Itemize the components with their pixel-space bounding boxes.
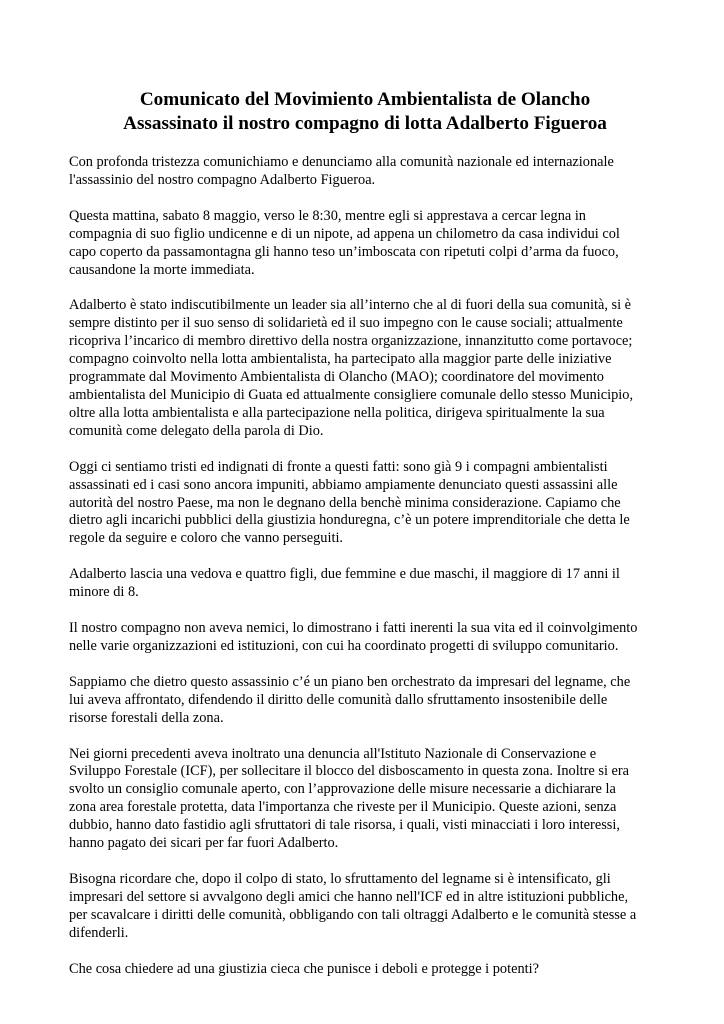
document-title	[69, 88, 661, 136]
paragraph-coup: Bisogna ricordare che, dopo il colpo di stato, lo sfruttamento del legname si è intensificato, gli impresari del settore si avvalgono degli amici che hanno nell'ICF ed in altre istituzioni pubbliche, per scavalcare i diritti delle comunità, obbligando con tali oltraggi Adalberto e le comunità stesse a difenderli.	[69, 871, 637, 941]
paragraph-plan: Sappiamo che dietro questo assassinio c’é un piano ben orchestrato da impresari del legname, che lui aveva affrontato, difendendo il diritto delle comunità dallo sfruttamento insostenibile delle risorse forestali della zona.	[69, 673, 631, 726]
paragraph-intro: Con profonda tristezza comunichiamo e denunciamo alla comunità nazionale ed internazionale l'assassinio del nostro compagno Adalberto Figueroa.	[69, 154, 614, 188]
paragraph-complaint: Nei giorni precedenti aveva inoltrato una denuncia all'Istituto Nazionale di Conservazione e Sviluppo Forestale (ICF), per sollecitare il blocco del disboscamento in questa zona. Inoltre si era svolto un consiglio comunale aperto, con l’approvazione delle misure necessarie a dichiarare la zona area forestale protetta, data l'importanza che riveste per il Municipio. Queste azioni, senza dubbio, hanno dato fastidio agli sfruttatori di tale risorsa, i quali, visti minacciati i loro interessi, hanno pagato dei sicari per far fuori Adalberto.	[69, 745, 630, 852]
paragraph-closing-question: Che cosa chiedere ad una giustizia cieca che punisce i deboli e protegge i potenti?	[69, 960, 539, 977]
paragraph-family: Adalberto lascia una vedova e quattro figli, due femmine e due maschi, il maggiore di 17 anni il minore di 8.	[69, 566, 620, 601]
paragraph-indignation: Oggi ci sentiamo tristi ed indignati di fronte a questi fatti: sono già 9 i compagni ambientalisti assassinati ed i casi sono ancora impuniti, abbiamo ampiamente denunciato questi assassini alle autorità del nostro Paese, ma non le degnano della benchè minima considerazione. Capiamo che dietro agli incarichi pubblici della giustizia honduregna, c’è un potere imprenditoriale che detta le regole da seguire e coloro che vanno perseguiti.	[69, 458, 630, 547]
title-line-1: Comunicato del Movimiento Ambientalista de Olancho	[139, 89, 591, 110]
paragraph-ambush: Questa mattina, sabato 8 maggio, verso le 8:30, mentre egli si apprestava a cercar legna in compagnia di suo figlio undicenne e di un nipote, ad appena un chilometro da casa individui col capo coperto da passamontagna gli hanno teso un’imboscata con ripetuti colpi d’arma da fuoco, causandone la morte immediata.	[69, 207, 620, 278]
title-line-2: Assassinato il nostro compagno di lotta Adalberto Figueroa	[123, 113, 607, 134]
document-page	[69, 88, 661, 997]
paragraph-leader: Adalberto è stato indiscutibilmente un leader sia all’interno che al di fuori della sua comunità, si è sempre distinto per il suo senso di solidarietà ed il suo impegno con le cause sociali; attualmente ricopriva l’incarico di membro direttivo della nostra organizzazione, innanzitutto come portavoce; compagno coinvolto nella lotta ambientalista, ha partecipato alla maggior parte delle iniziative programmate dal Movimento Ambientalista di Olancho (MAO); coordinatore del movimento ambientalista del Municipio di Guata ed attualmente consigliere comunale dello stesso Municipio, oltre alla lotta ambientalista e alla partecipazione nella politica, dirigeva spiritualmente la sua comunità come delegato della parola di Dio.	[69, 297, 634, 439]
paragraph-no-enemies: Il nostro compagno non aveva nemici, lo dimostrano i fatti inerenti la sua vita ed il coinvolgimento nelle varie organizzazioni ed istituzioni, con cui ha coordinato progetti di sviluppo comunitario.	[69, 620, 638, 654]
